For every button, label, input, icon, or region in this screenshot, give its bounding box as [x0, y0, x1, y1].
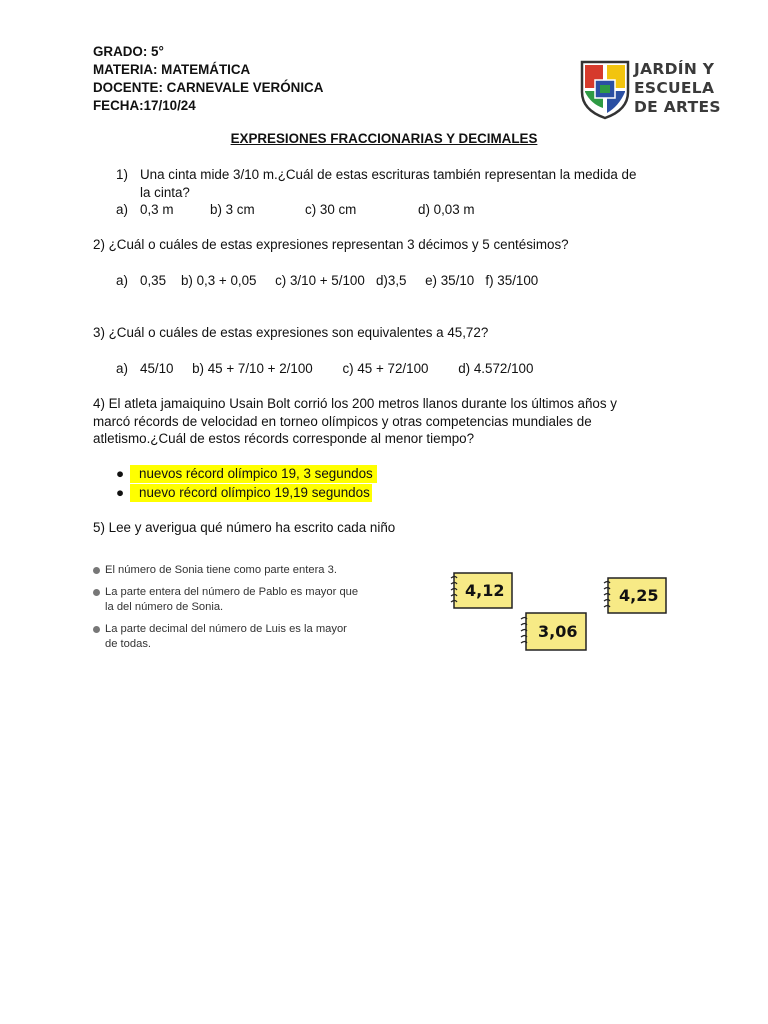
note-card-1 — [449, 571, 515, 616]
note-card-3 — [519, 611, 589, 658]
q4-bullet-2: nuevo récord olímpico 19,19 segundos — [130, 484, 372, 502]
q2-text: 2) ¿Cuál o cuáles de estas expresiones representan 3 décimos y 5 centésimos? — [93, 237, 569, 252]
worksheet-title: EXPRESIONES FRACCIONARIAS Y DECIMALES — [230, 131, 538, 146]
bullet-icon — [93, 626, 100, 633]
card-1-number: 4,12 — [465, 581, 505, 600]
logo-line-2: ESCUELA — [634, 79, 715, 97]
logo-line-3: DE ARTES — [634, 98, 721, 116]
clue-1: El número de Sonia tiene como parte entera 3. — [93, 563, 423, 578]
clue-2-cont: la del número de Sonia. — [105, 601, 224, 613]
q1-option-label: a) — [116, 202, 128, 217]
q1-option-c: c) 30 cm — [305, 202, 357, 217]
q4-bullet-2-marker: ● — [116, 485, 125, 500]
q2-option-label: a) — [116, 273, 128, 288]
q5-clues — [93, 563, 423, 652]
q4-text-line2: marcó récords de velocidad en torneo olímpicos y otras competencias mundiales de — [93, 414, 592, 429]
q4-bullet-1: nuevos récord olímpico 19, 3 segundos — [130, 465, 377, 483]
bullet-icon — [93, 589, 100, 596]
q1-option-a: 0,3 m — [140, 202, 174, 217]
q3-option-label: a) — [116, 361, 128, 376]
q4-bullet-1-marker: ● — [116, 466, 125, 481]
fecha-label: FECHA:17/10/24 — [93, 98, 196, 113]
q1-number: 1) — [116, 167, 128, 182]
materia-label: MATERIA: MATEMÁTICA — [93, 62, 251, 77]
note-card-2 — [602, 575, 670, 622]
q2-options: 0,35 b) 0,3 + 0,05 c) 3/10 + 5/100 d)3,5 e) 35/10 f) 35/100 — [140, 273, 539, 288]
shield-icon — [579, 58, 631, 120]
q1-text-line2: la cinta? — [140, 185, 190, 200]
school-logo — [579, 58, 731, 122]
q1-option-d: d) 0,03 m — [418, 202, 475, 217]
docente-label: DOCENTE: CARNEVALE VERÓNICA — [93, 80, 324, 95]
header-info — [93, 43, 323, 115]
clue-3-cont: de todas. — [105, 638, 152, 650]
bullet-icon — [93, 567, 100, 574]
q4-text-line1: 4) El atleta jamaiquino Usain Bolt corrió los 200 metros llanos durante los últimos años y — [93, 396, 617, 411]
card-2-number: 4,25 — [619, 586, 659, 605]
grado-label: GRADO: 5° — [93, 44, 164, 59]
q1-option-b: b) 3 cm — [210, 202, 255, 217]
q3-options: 45/10 b) 45 + 7/10 + 2/100 c) 45 + 72/100 d) 4.572/100 — [140, 361, 534, 376]
clue-3: La parte decimal del número de Luis es la mayor — [93, 622, 423, 637]
q1-text-line1: Una cinta mide 3/10 m.¿Cuál de estas escrituras también representan la medida de — [140, 167, 637, 182]
card-3-number: 3,06 — [538, 622, 578, 641]
q5-text: 5) Lee y averigua qué número ha escrito cada niño — [93, 520, 396, 535]
logo-line-1: JARDÍN Y — [634, 60, 715, 78]
q3-text: 3) ¿Cuál o cuáles de estas expresiones son equivalentes a 45,72? — [93, 325, 489, 340]
clue-2: La parte entera del número de Pablo es mayor que — [93, 585, 423, 600]
q4-text-line3: atletismo.¿Cuál de estos récords corresponde al menor tiempo? — [93, 431, 475, 446]
